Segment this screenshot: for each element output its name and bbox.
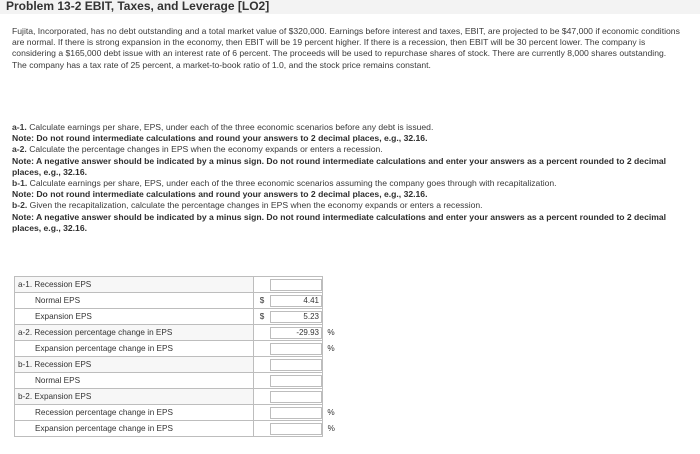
instruction-b2-text: Given the recapitalization, calculate the percentage changes in EPS when the economy expands or enters a recession. bbox=[27, 200, 483, 211]
dollar-sign: $ bbox=[254, 309, 271, 325]
a1-expansion-eps-input[interactable]: 5.23 bbox=[270, 311, 322, 323]
instruction-a2-label: a-2. bbox=[12, 144, 27, 155]
table-row bbox=[15, 405, 340, 421]
instruction-a1 bbox=[12, 122, 688, 133]
b2-expansion-eps-input[interactable] bbox=[270, 391, 322, 403]
table-row bbox=[15, 357, 340, 373]
row-label: b-1. Recession EPS bbox=[15, 357, 254, 373]
percent-sign: % bbox=[327, 344, 335, 353]
instruction-b2-note: Note: A negative answer should be indicated by a minus sign. Do not round intermediate calculations and enter your answers as a percent rounded to 2 decimal places, e.g., 32.16. bbox=[12, 211, 667, 233]
table-row bbox=[15, 293, 340, 309]
answer-table bbox=[14, 276, 340, 437]
table-row bbox=[15, 277, 340, 293]
b1-normal-eps-input[interactable] bbox=[270, 375, 322, 387]
instruction-b2 bbox=[12, 200, 688, 211]
instruction-a2 bbox=[12, 144, 688, 155]
row-label: Normal EPS bbox=[15, 293, 254, 309]
dollar-sign bbox=[254, 277, 271, 293]
dollar-sign: $ bbox=[254, 293, 271, 309]
a1-normal-eps-input[interactable]: 4.41 bbox=[270, 295, 322, 307]
row-label: a-2. Recession percentage change in EPS bbox=[15, 325, 254, 341]
a2-recession-change-input[interactable]: -29.93 bbox=[270, 327, 322, 339]
problem-intro: Fujita, Incorporated, has no debt outstanding and a total market value of $320,000. Earnings before interest and taxes, EBIT, are projected to be $47,000 if economic conditions are normal. If there is strong expansion in the economy, then EBIT will be 19 percent higher. If there is a recession, then EBIT will be 30 percent lower. The company is considering a $165,000 debt issue with an interest rate of 6 percent. The proceeds will be used to repurchase shares of stock. There are currently 8,000 shares outstanding. The company has a tax rate of 25 percent, a market-to-book ratio of 1.0, and the stock price remains constant. bbox=[12, 26, 680, 70]
instruction-a1-text: Calculate earnings per share, EPS, under each of the three economic scenarios before any debt is issued. bbox=[26, 122, 434, 132]
instruction-a2-note: Note: A negative answer should be indicated by a minus sign. Do not round intermediate calculations and enter your answers as a percent rounded to 2 decimal places, e.g., 32.16. bbox=[12, 155, 667, 177]
row-label: Recession percentage change in EPS bbox=[15, 405, 254, 421]
table-row bbox=[15, 341, 340, 357]
instruction-a2-text: Calculate the percentage changes in EPS when the economy expands or enters a recession. bbox=[26, 144, 383, 155]
instruction-b2-label: b-2. bbox=[12, 200, 28, 211]
b1-recession-eps-input[interactable] bbox=[270, 359, 322, 371]
table-row bbox=[15, 373, 340, 389]
instructions bbox=[12, 122, 688, 234]
percent-sign: % bbox=[327, 408, 335, 417]
a1-recession-eps-input[interactable] bbox=[270, 279, 322, 291]
table-row bbox=[15, 325, 340, 341]
row-label: b-2. Expansion EPS bbox=[15, 389, 254, 405]
row-label: Expansion percentage change in EPS bbox=[15, 421, 254, 437]
table-row bbox=[15, 309, 340, 325]
b2-expansion-change-input[interactable] bbox=[270, 423, 322, 435]
row-label: Expansion percentage change in EPS bbox=[15, 341, 254, 357]
instruction-a1-note: Note: Do not round intermediate calculations and round your answers to 2 decimal places, e.g., 32.16. bbox=[12, 133, 428, 144]
instruction-b1-text: Calculate earnings per share, EPS, under each of the three economic scenarios assuming the company goes through with recapitalization. bbox=[27, 178, 557, 189]
percent-sign: % bbox=[327, 328, 335, 337]
a2-expansion-change-input[interactable] bbox=[270, 343, 322, 355]
table-row bbox=[15, 389, 340, 405]
percent-sign: % bbox=[327, 424, 335, 433]
table-row bbox=[15, 421, 340, 437]
row-label: a-1. Recession EPS bbox=[15, 277, 254, 293]
b2-recession-change-input[interactable] bbox=[270, 407, 322, 419]
problem-title: Problem 13-2 EBIT, Taxes, and Leverage [LO2] bbox=[0, 0, 700, 14]
row-label: Expansion EPS bbox=[15, 309, 254, 325]
instruction-a1-label: a-1. bbox=[12, 122, 27, 132]
instruction-b1-note: Note: Do not round intermediate calculations and round your answers to 2 decimal places, e.g., 32.16. bbox=[12, 189, 428, 200]
row-label: Normal EPS bbox=[15, 373, 254, 389]
instruction-b1-label: b-1. bbox=[12, 178, 28, 189]
instruction-b1 bbox=[12, 178, 688, 189]
